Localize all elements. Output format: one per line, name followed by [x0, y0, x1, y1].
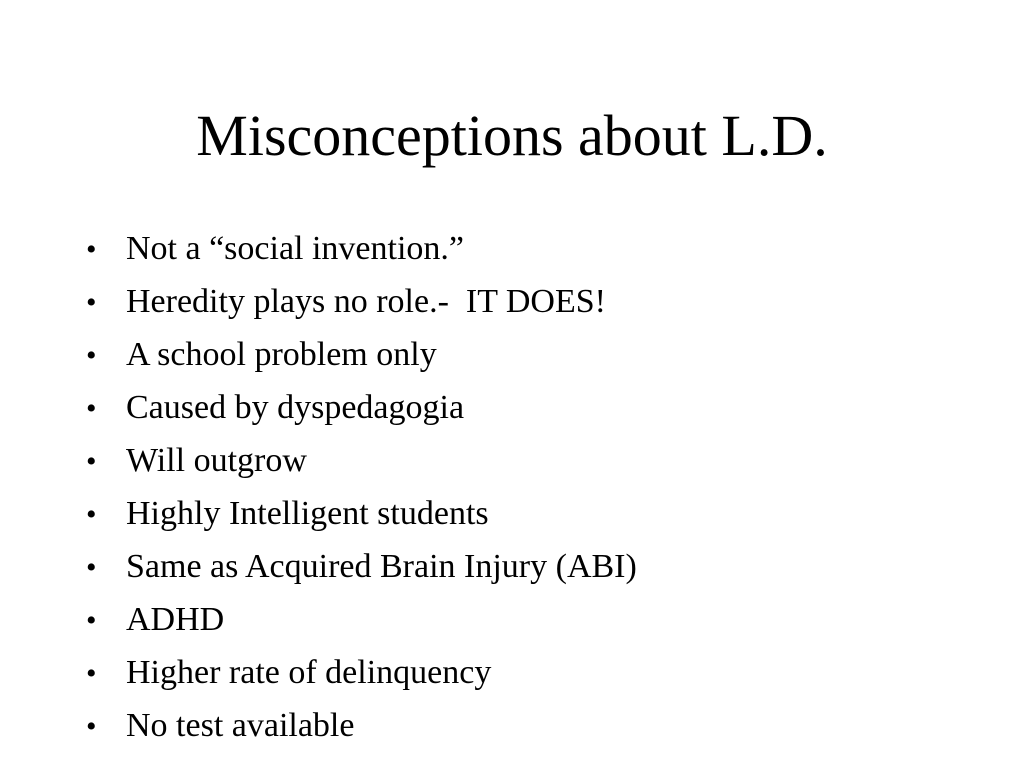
bullet-icon: • — [86, 286, 97, 319]
bullet-item — [86, 434, 986, 487]
bullet-text: ADHD — [126, 601, 225, 638]
bullet-text: No test available — [126, 707, 355, 744]
bullet-item — [86, 646, 986, 699]
bullet-list — [86, 222, 986, 752]
bullet-icon: • — [86, 233, 97, 266]
bullet-text: Same as Acquired Brain Injury (ABI) — [126, 548, 637, 585]
bullet-icon: • — [86, 551, 97, 584]
bullet-icon: • — [86, 498, 97, 531]
bullet-item — [86, 328, 986, 381]
bullet-icon: • — [86, 604, 97, 637]
bullet-item — [86, 593, 986, 646]
bullet-item — [86, 699, 986, 752]
bullet-text: Not a “social invention.” — [126, 230, 465, 267]
bullet-text: Will outgrow — [126, 442, 307, 479]
bullet-item — [86, 381, 986, 434]
bullet-icon: • — [86, 657, 97, 690]
bullet-icon: • — [86, 445, 97, 478]
bullet-text: Higher rate of delinquency — [126, 654, 492, 691]
bullet-item — [86, 540, 986, 593]
bullet-icon: • — [86, 339, 97, 372]
bullet-item — [86, 275, 986, 328]
bullet-icon: • — [86, 710, 97, 743]
bullet-text: Caused by dyspedagogia — [126, 389, 465, 426]
bullet-text: Heredity plays no role.- IT DOES! — [126, 283, 606, 320]
bullet-text: Highly Intelligent students — [126, 495, 489, 532]
bullet-icon: • — [86, 392, 97, 425]
bullet-item — [86, 487, 986, 540]
bullet-text: A school problem only — [126, 336, 437, 373]
slide-title: Misconceptions about L.D. — [196, 103, 828, 168]
bullet-item — [86, 222, 986, 275]
